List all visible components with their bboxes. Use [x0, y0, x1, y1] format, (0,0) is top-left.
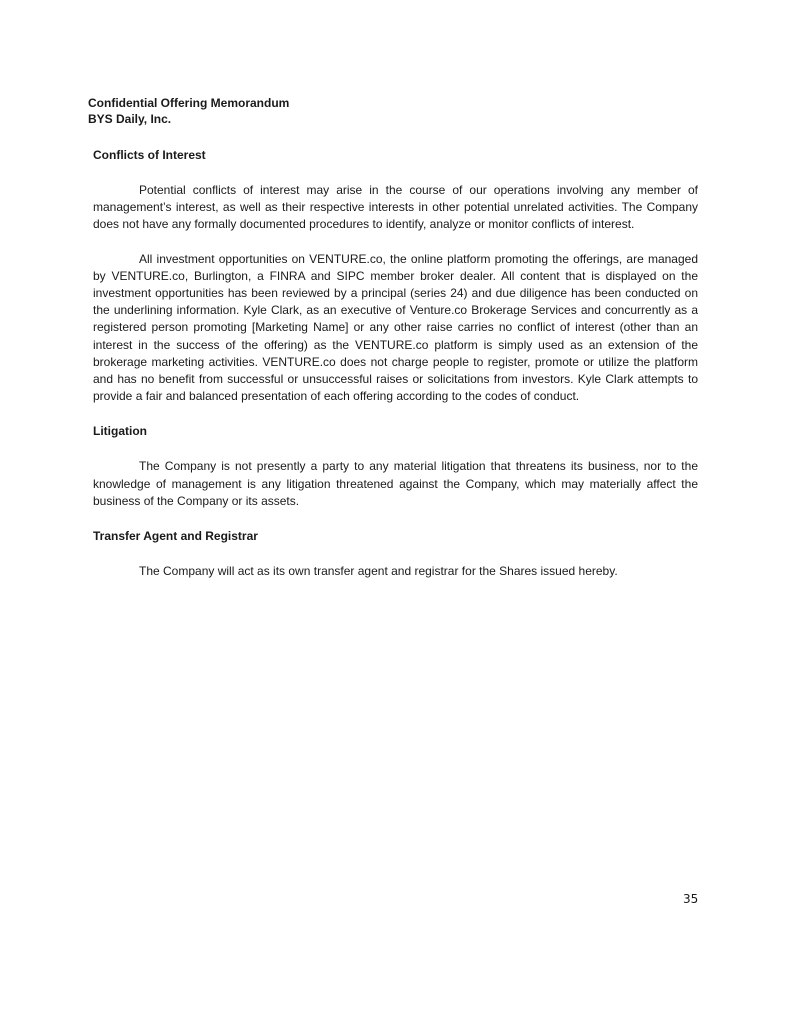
company-name: BYS Daily, Inc. [88, 112, 172, 126]
section-conflicts-of-interest [93, 147, 698, 405]
paragraph: Potential conflicts of interest may arise in the course of our operations involving any member of management’s interest, as well as their respective interests in other potential unrelated activities. The Company does not have any formally documented procedures to identify, analyze or monitor conflicts of interest. [93, 183, 698, 232]
section-heading: Litigation [93, 424, 147, 439]
memo-title: Confidential Offering Memorandum [88, 96, 290, 110]
section-heading: Conflicts of Interest [93, 148, 206, 162]
memo-header [88, 95, 289, 127]
document-body [93, 147, 698, 597]
section-litigation [93, 423, 698, 510]
paragraph: The Company is not presently a party to any material litigation that threatens its business, nor to the knowledge of management is any litigation threatened against the Company, which may materially affect the business of the Company or its assets. [93, 459, 698, 508]
paragraph: All investment opportunities on VENTURE.co, the online platform promoting the offerings, are managed by VENTURE.co, Burlington, a FINRA and SIPC member broker dealer. All content that is displayed on the investment opportunities has been reviewed by a principal (series 24) and due diligence has been conducted on the underlining information. Kyle Clark, as an executive of Venture.co Brokerage Services and concurrently as a registered person promoting [Marketing Name] or any other raise carries no conflict of interest (other than an interest in the success of the offering) as the VENTURE.co platform is simply used as an extension of the brokerage marketing activities. VENTURE.co does not charge people to register, promote or utilize the platform and has no benefit from successful or unsuccessful raises or solicitations from investors. Kyle Clark attempts to provide a fair and balanced presentation of each offering according to the codes of conduct. [93, 251, 698, 404]
section-heading: Transfer Agent and Registrar [93, 529, 258, 544]
page-number: 35 [683, 892, 699, 906]
paragraph: The Company will act as its own transfer agent and registrar for the Shares issued hereby. [139, 564, 618, 579]
section-transfer-agent [93, 528, 698, 580]
